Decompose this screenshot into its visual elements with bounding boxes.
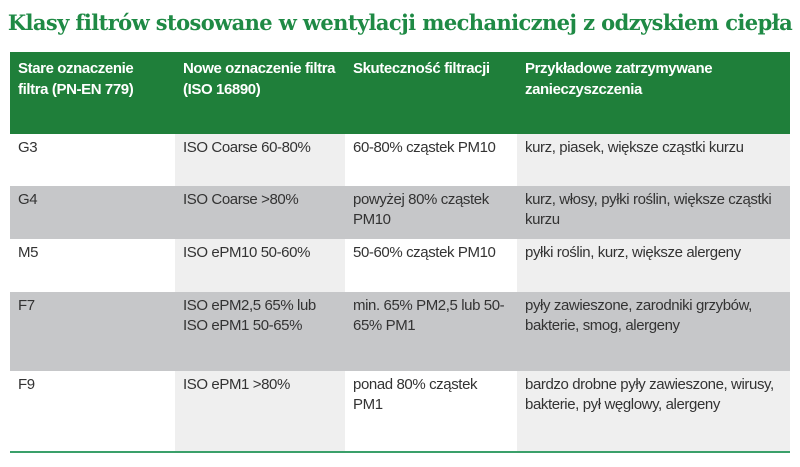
table-row <box>10 292 790 371</box>
cell-pollutants: pyły zawieszone, zarodniki grzybów, bakterie, smog, alergeny <box>517 292 790 371</box>
cell-old: M5 <box>10 239 175 292</box>
cell-efficiency: powyżej 80% cząstek PM10 <box>345 186 517 239</box>
cell-efficiency: ponad 80% cząstek PM1 <box>345 371 517 452</box>
cell-old: F7 <box>10 292 175 371</box>
filter-classes-table <box>10 52 790 453</box>
header-efficiency: Skuteczność filtracji <box>345 52 517 134</box>
cell-efficiency: 60-80% cząstek PM10 <box>345 134 517 186</box>
header-pollutants: Przykładowe zatrzymywane zanieczyszczenia <box>517 52 790 134</box>
table-header-row <box>10 52 790 134</box>
cell-efficiency: min. 65% PM2,5 lub 50-65% PM1 <box>345 292 517 371</box>
cell-new: ISO ePM1 >80% <box>175 371 345 452</box>
table-row <box>10 371 790 452</box>
cell-old: F9 <box>10 371 175 452</box>
cell-new: ISO Coarse 60-80% <box>175 134 345 186</box>
cell-pollutants: kurz, piasek, większe cząstki kurzu <box>517 134 790 186</box>
cell-pollutants: pyłki roślin, kurz, większe alergeny <box>517 239 790 292</box>
cell-pollutants: bardzo drobne pyły zawieszone, wirusy, bakterie, pył węglowy, alergeny <box>517 371 790 452</box>
table-row <box>10 186 790 239</box>
cell-old: G4 <box>10 186 175 239</box>
cell-new: ISO ePM10 50-60% <box>175 239 345 292</box>
cell-old: G3 <box>10 134 175 186</box>
table-row <box>10 239 790 292</box>
page-title: Klasy filtrów stosowane w wentylacji mechanicznej z odzyskiem ciepła <box>7 10 793 35</box>
cell-pollutants: kurz, włosy, pyłki roślin, większe cząstki kurzu <box>517 186 790 239</box>
header-new-designation: Nowe oznaczenie filtra (ISO 16890) <box>175 52 345 134</box>
cell-new: ISO Coarse >80% <box>175 186 345 239</box>
table-row <box>10 134 790 186</box>
header-old-designation: Stare oznaczenie filtra (PN-EN 779) <box>10 52 175 134</box>
cell-new: ISO ePM2,5 65% lub ISO ePM1 50-65% <box>175 292 345 371</box>
cell-efficiency: 50-60% cząstek PM10 <box>345 239 517 292</box>
